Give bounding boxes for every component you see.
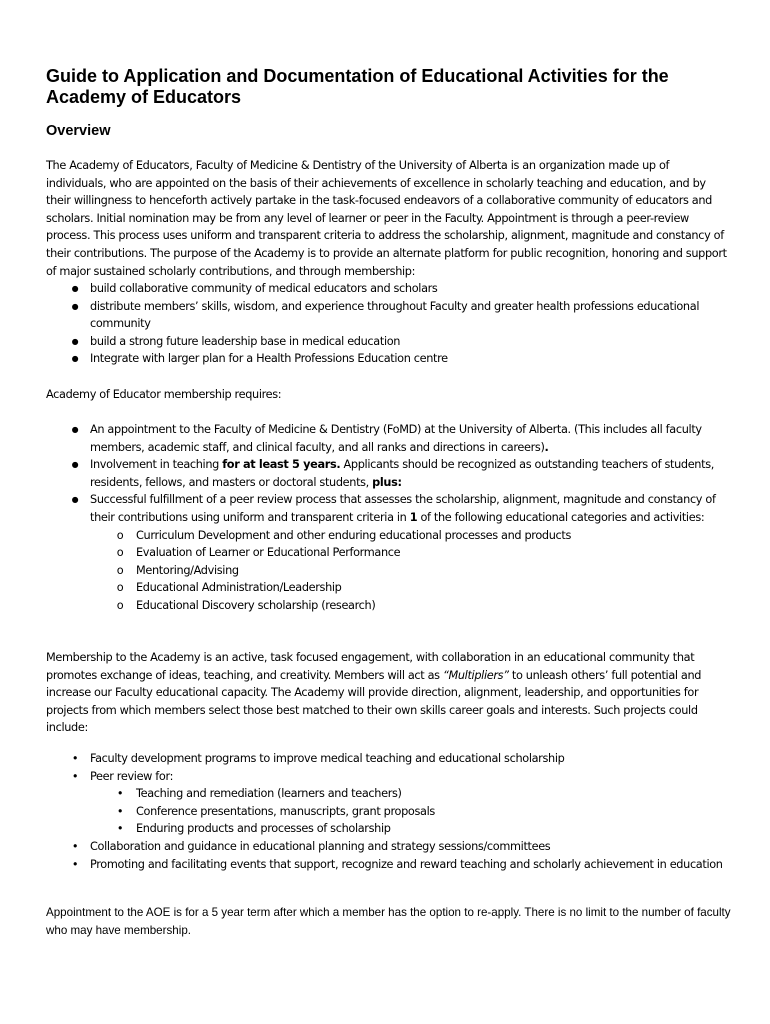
list-item xyxy=(46,768,731,786)
bullet-icon: ● xyxy=(71,336,79,346)
circle-bullet-icon: o xyxy=(116,581,124,595)
bullet-icon: • xyxy=(116,822,124,836)
requirement-end: . xyxy=(544,440,549,454)
bullet-icon: • xyxy=(116,804,124,818)
bullet-icon: • xyxy=(71,857,79,871)
list-item xyxy=(46,785,731,803)
document-title: Guide to Application and Documentation of Educational Activities for the Academy of Educators xyxy=(46,66,669,107)
list-item xyxy=(46,421,731,456)
list-item xyxy=(46,350,731,368)
list-item xyxy=(46,856,731,874)
project-text: Peer review for: xyxy=(90,769,174,783)
circle-bullet-icon: o xyxy=(116,528,124,542)
bullet-icon: ● xyxy=(71,460,79,470)
requirements-list xyxy=(46,421,731,615)
category-text: Curriculum Development and other enduring educational processes and products xyxy=(136,528,571,542)
membership-text: Membership to the Academy is an active, task focused engagement, with collaboration in an educational community that promotes exchange of ideas, teaching, and creativity. Members will act as xyxy=(46,651,695,682)
requirements-intro: Academy of Educator membership requires: xyxy=(46,388,282,401)
bullet-icon: ● xyxy=(71,425,79,434)
bullet-icon: • xyxy=(116,787,124,801)
bullet-icon: • xyxy=(71,839,79,853)
bullet-icon: ● xyxy=(71,284,79,293)
projects-list xyxy=(46,750,731,873)
bullet-icon: ● xyxy=(71,354,79,364)
peer-review-text: Enduring products and processes of scholarship xyxy=(136,822,391,836)
list-item xyxy=(46,280,731,298)
category-text: Evaluation of Learner or Educational Performance xyxy=(136,546,401,560)
circle-bullet-icon: o xyxy=(116,546,124,560)
appointment-paragraph: Appointment to the AOE is for a 5 year term after which a member has the option to re-apply. There is no limit to the number of faculty who may have membership. xyxy=(46,906,731,937)
category-text: Educational Discovery scholarship (research) xyxy=(136,598,376,612)
category-text: Mentoring/Advising xyxy=(136,563,239,577)
list-item xyxy=(46,579,731,597)
list-item xyxy=(46,527,731,545)
requirement-text: Applicants should be recognized as outstanding teachers of students, residents, fellows, and masters or doctoral students, xyxy=(90,458,714,489)
requirement-text: of the following educational categories and activities: xyxy=(417,510,705,524)
overview-heading: Overview xyxy=(46,123,111,139)
intro-paragraph: The Academy of Educators, Faculty of Medicine & Dentistry of the University of Alberta is an organization made up of individuals, who are appointed on the basis of their achievements of excellence in scholarly teaching and education, and by their willingness to henceforth actively partake in the task-focused endeavors of a collaborative community of educators and scholars. Initial nomination may be from any level of learner or peer in the Faculty. Appointment is through a peer-review process. This process uses uniform and transparent criteria to address the scholarship, alignment, magnitude and constancy of their contributions. The purpose of the Academy is to provide an alternate platform for public recognition, honoring and support of major sustained scholarly contributions, and through membership: xyxy=(46,159,727,278)
bullet-icon: ● xyxy=(71,301,79,311)
list-item xyxy=(46,803,731,821)
membership-paragraph xyxy=(46,649,731,737)
peer-review-text: Teaching and remediation (learners and teachers) xyxy=(136,787,402,801)
list-item xyxy=(46,333,731,351)
circle-bullet-icon: o xyxy=(116,563,124,577)
purpose-item-text: build collaborative community of medical educators and scholars xyxy=(90,282,438,295)
requirement-text: Involvement in teaching xyxy=(90,458,223,472)
purpose-item-text: build a strong future leadership base in medical education xyxy=(90,334,401,348)
membership-text: to unleash others’ full potential and increase our Faculty educational capacity. The Academy will provide direction, alignment, leadership, and opportunities for projects from which members select those best matched to their own skills career goals and interests. Such projects could include: xyxy=(46,668,702,735)
purpose-list xyxy=(46,280,731,368)
purpose-item-text: distribute members’ skills, wisdom, and experience throughout Faculty and greater health professions educational community xyxy=(90,299,700,331)
requirement-bold: plus: xyxy=(372,475,402,489)
circle-bullet-icon: o xyxy=(116,598,124,612)
project-text: Promoting and facilitating events that support, recognize and reward teaching and scholarly achievement in education xyxy=(90,857,723,871)
project-text: Faculty development programs to improve medical teaching and educational scholarship xyxy=(90,752,565,765)
project-text: Collaboration and guidance in educational planning and strategy sessions/committees xyxy=(90,839,551,853)
peer-review-text: Conference presentations, manuscripts, grant proposals xyxy=(136,804,435,818)
list-item xyxy=(46,820,731,838)
list-item xyxy=(46,456,731,491)
list-item xyxy=(46,750,731,768)
list-item xyxy=(46,562,731,580)
requirement-text: An appointment to the Faculty of Medicine & Dentistry (FoMD) at the University of Alberta. (This includes all faculty members, academic staff, and clinical faculty, and all ranks and directions in careers) xyxy=(90,423,702,454)
category-text: Educational Administration/Leadership xyxy=(136,581,342,595)
list-item xyxy=(46,491,731,526)
multipliers-term: “Multipliers” xyxy=(442,668,509,682)
requirement-bold: 1 xyxy=(409,510,418,524)
bullet-icon: • xyxy=(71,769,79,783)
list-item xyxy=(46,544,731,562)
requirement-bold: for at least 5 years. xyxy=(222,458,341,472)
list-item xyxy=(46,597,731,615)
list-item xyxy=(46,838,731,856)
list-item xyxy=(46,298,731,333)
requirement-text: Successful fulfillment of a peer review process that assesses the scholarship, alignment, magnitude and constancy of their contributions using uniform and transparent criteria in xyxy=(90,493,716,524)
bullet-icon: • xyxy=(71,752,79,765)
purpose-item-text: Integrate with larger plan for a Health Professions Education centre xyxy=(90,352,448,366)
bullet-icon: ● xyxy=(71,495,79,505)
